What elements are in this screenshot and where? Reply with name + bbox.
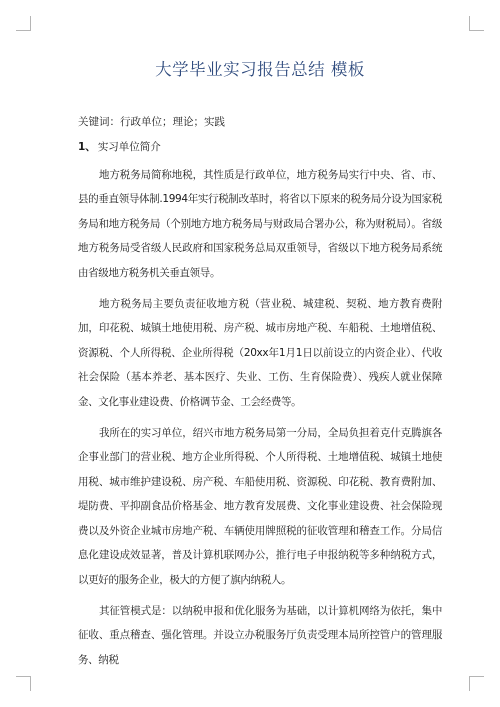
document-title: 大学毕业实习报告总结 模板: [155, 60, 365, 79]
document-body: [78, 58, 442, 679]
crop-mark-top-left: [16, 16, 31, 31]
keywords-line: 关键词：行政单位；理论；实践: [78, 116, 225, 128]
crop-mark-top-right: [469, 16, 484, 31]
crop-mark-bottom-left: [16, 676, 31, 691]
paragraph-3: 我所在的实习单位，绍兴市地方税务局第一分局，全局负担着克什克腾旗各企事业部门的营业税、地方企业所得税、个人所得税、土地增值税、城镇土地使用税、城市维护建设税、房产税、车船使用税、资源税、印花税、教育费附加、堤防费、平抑副食品价格基金、地方教育发展费、文化事业建设费、社会保险现费以及外资企业城市房地产税、车辆使用牌照税的征收管理和稽查工作。分局信息化建设成效显著，普及计算机联网办公，推行电子申报纳税等多种纳税方式，以更好的服务企业，极大的方便了旗内纳税人。: [78, 427, 442, 586]
crop-mark-bottom-right: [469, 676, 484, 691]
paragraph-4: 其征管模式是：以纳税申报和优化服务为基础，以计算机网络为依托，集中征收、重点稽查、强化管理。并设立办税服务厅负责受理本局所控管户的管理服务、纳税: [78, 604, 442, 666]
section-label: 实习单位简介: [97, 141, 161, 153]
section-heading: [78, 139, 442, 155]
paragraph-1: 地方税务局简称地税，其性质是行政单位，地方税务局实行中央、省、市、县的垂直领导体制.1994年实行税制改革时，将省以下原来的税务局分设为国家税务局和地方税务局（个别地方地方税务局与财政局合署办公，称为财税局）。省级地方税务局受省级人民政府和国家税务总局双重领导，省级以下地方税务局系统由省级地方税务机关垂直领导。: [78, 169, 442, 279]
section-number: 1、: [78, 141, 96, 153]
paragraph-2: 地方税务局主要负责征收地方税（营业税、城建税、契税、地方教育费附加，印花税、城镇土地使用税、房产税、城市房地产税、车船税、土地增值税、资源税、个人所得税、企业所得税（20xx年1月1日以前设立的内资企业）、代收社会保险（基本养老、基本医疗、失业、工伤、生育保险费）、残疾人就业保障金、文化事业建设费、价格调节金、工会经费等。: [78, 298, 442, 408]
